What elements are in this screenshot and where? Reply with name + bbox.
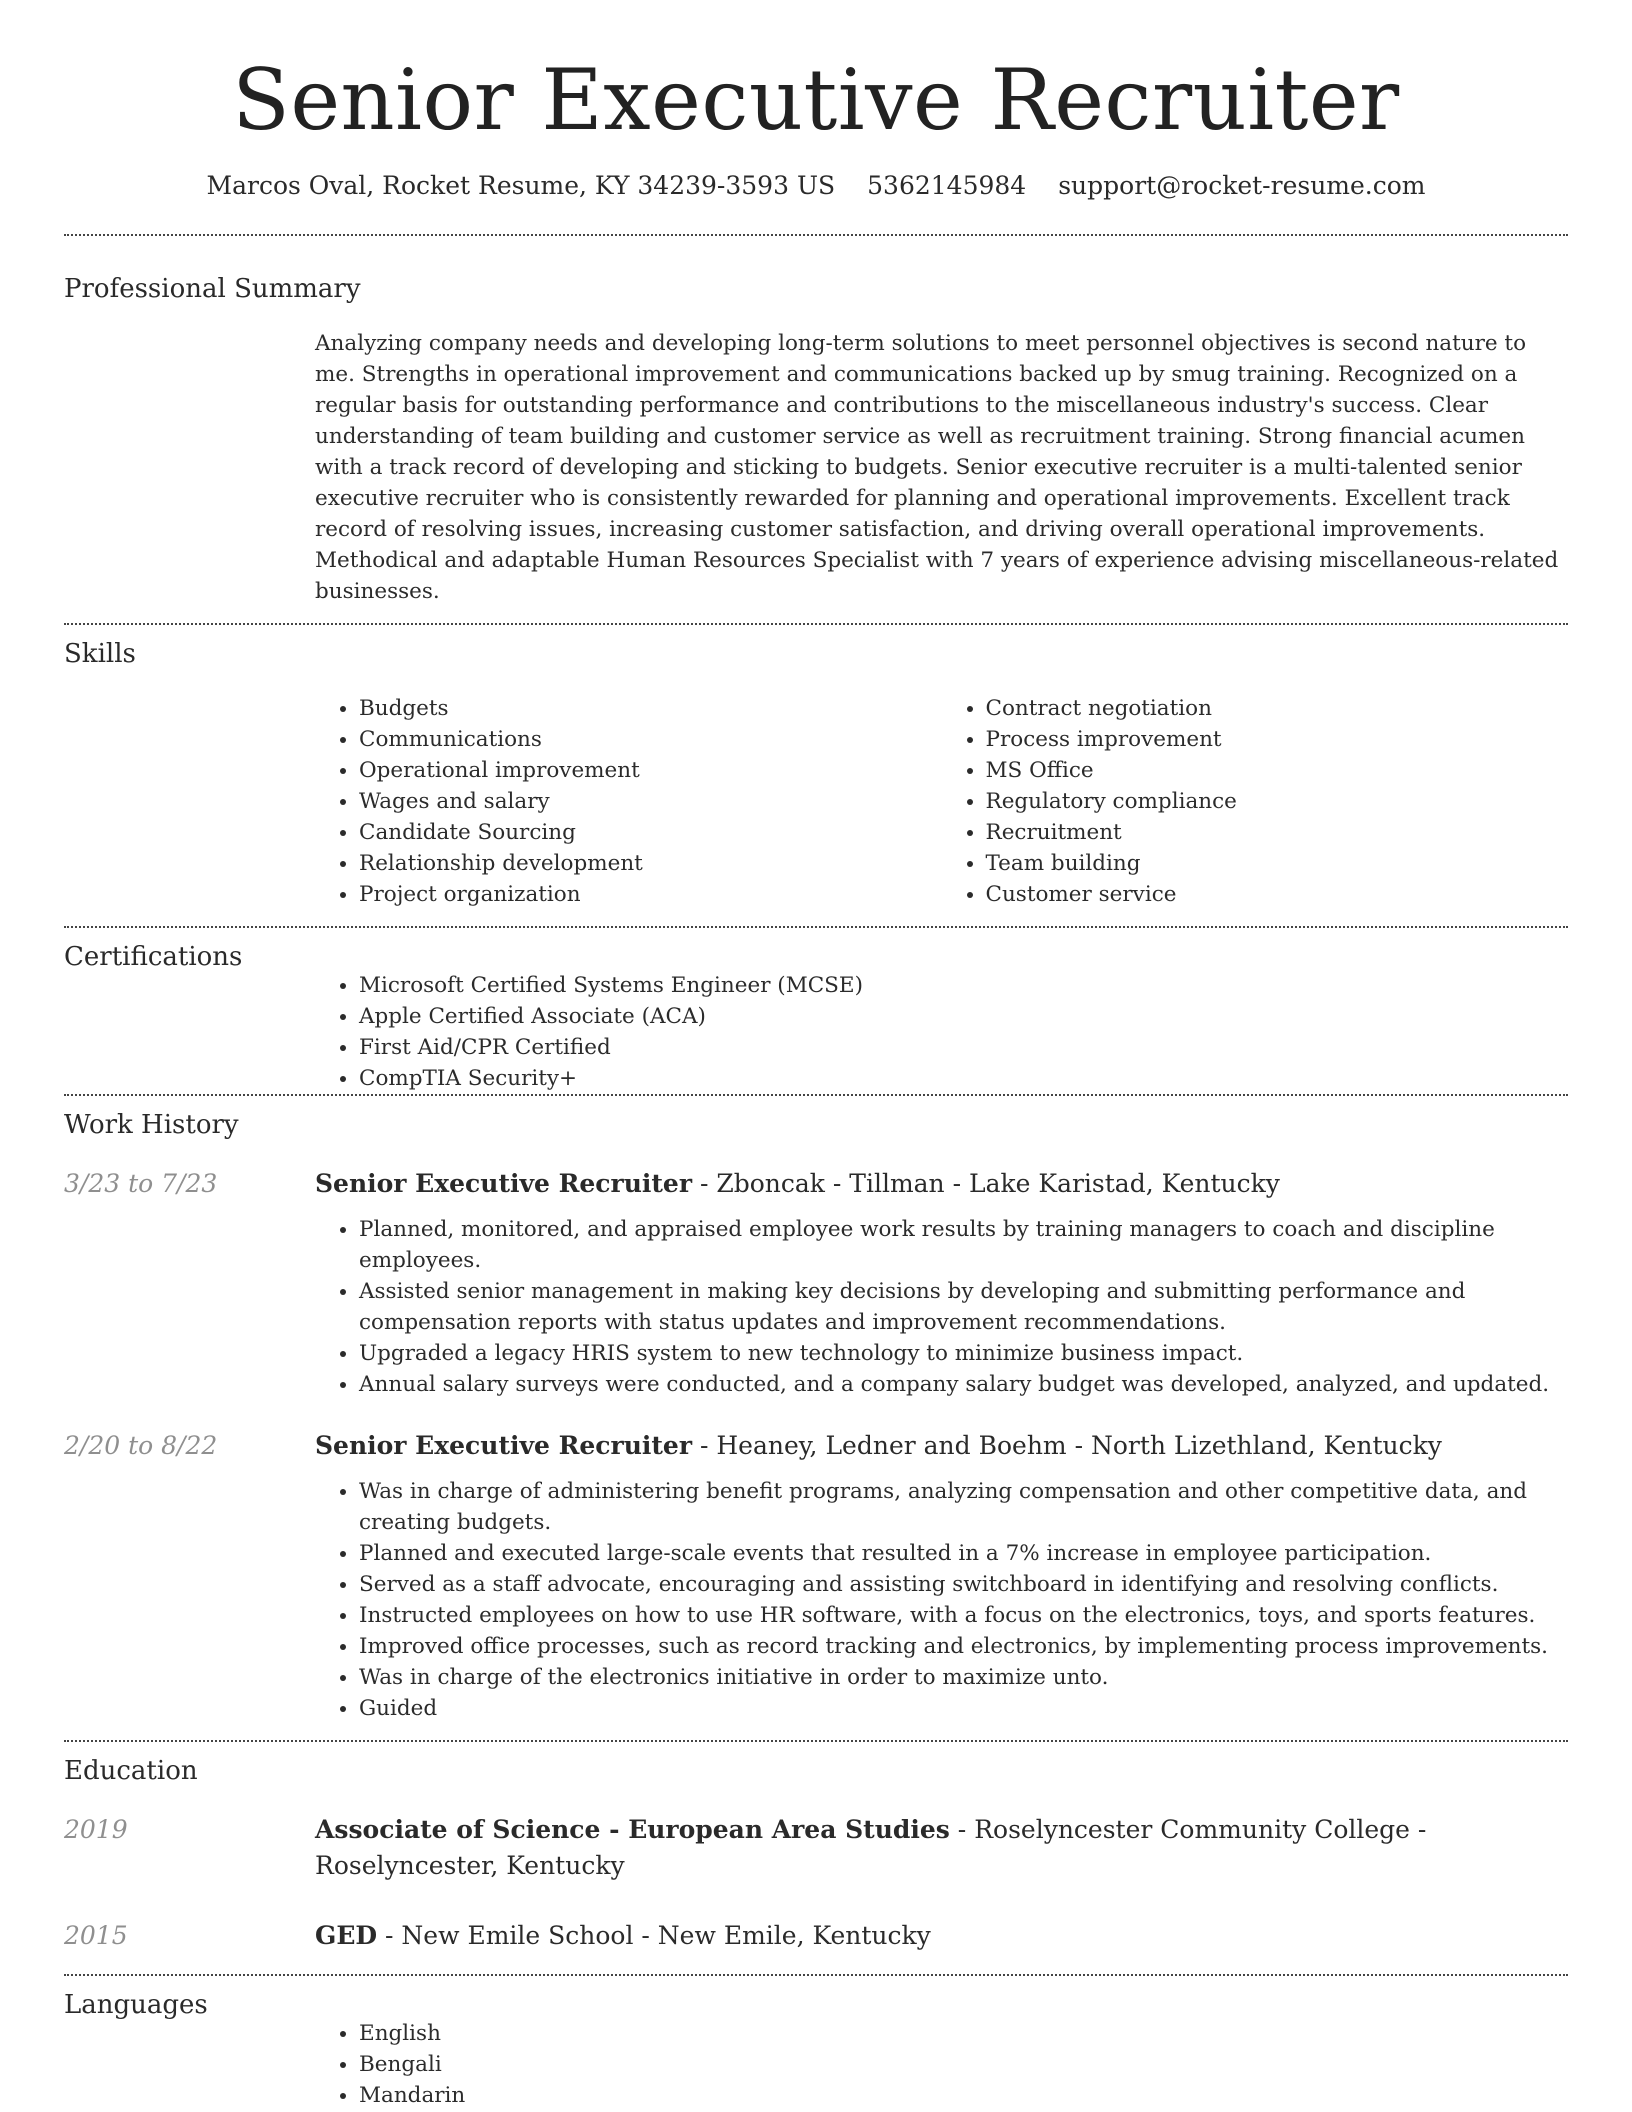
list-item: • Apple Certified Associate (ACA): [359, 1001, 1568, 1032]
job-role: Senior Executive Recruiter: [315, 1430, 693, 1460]
candidate-name: Senior Executive Recruiter: [232, 51, 1400, 149]
work-title: [315, 1166, 1568, 1202]
education-section: [64, 1742, 1568, 1954]
section-title-languages: Languages: [64, 1989, 208, 2020]
summary-text: Analyzing company needs and developing long-term solutions to meet personnel objectives is second nature to me. Strengths in operational improvement and communications backed up by smug training. Recognized on a regular basis for outstanding performance and contributions to the miscellaneous industry's success. Clear understanding of team building and customer service as well as recruitment training. Strong financial acumen with a track record of developing and sticking to budgets. Senior executive recruiter is a multi-talented senior executive recruiter who is consistently rewarded for planning and operational improvements. Excellent track record of resolving issues, increasing customer satisfaction, and driving overall operational improvements. Methodical and adaptable Human Resources Specialist with 7 years of experience advising miscellaneous-related businesses.: [315, 330, 1559, 604]
list-item: • Microsoft Certified Systems Engineer (MCSE): [359, 970, 1568, 1001]
education-year: 2019: [64, 1814, 128, 1844]
section-title-certifications: Certifications: [64, 941, 243, 972]
list-item: • Planned, monitored, and appraised employee work results by training managers to coach and discipline employees.: [359, 1214, 1568, 1276]
contact-line: [0, 171, 1632, 200]
list-item: • Team building: [986, 848, 1569, 879]
list-item: • Improved office processes, such as record tracking and electronics, by implementing process improvements.: [359, 1631, 1568, 1662]
contact-phone: 5362145984: [867, 170, 1027, 200]
list-item: • Was in charge of administering benefit programs, analyzing compensation and other competitive data, and creating budgets.: [359, 1476, 1568, 1538]
list-item: • Assisted senior management in making key decisions by developing and submitting performance and compensation reports with status updates and improvement recommendations.: [359, 1276, 1568, 1338]
list-item: • English: [359, 2018, 1568, 2049]
education-year: 2015: [64, 1920, 128, 1950]
list-item: • First Aid/CPR Certified: [359, 1032, 1568, 1063]
list-item: • CompTIA Security+: [359, 1063, 1568, 1094]
skills-section: [64, 625, 1568, 910]
list-item: • Guided: [359, 1693, 1568, 1724]
job-employer: - Heaney, Ledner and Boehm - North Lizethland, Kentucky: [692, 1430, 1442, 1460]
work-bullets: [315, 1476, 1568, 1724]
job-employer: - Zboncak - Tillman - Lake Karistad, Kentucky: [692, 1168, 1280, 1198]
section-title-work-history: Work History: [64, 1109, 239, 1140]
list-item: • Upgraded a legacy HRIS system to new technology to minimize business impact.: [359, 1338, 1568, 1369]
section-title-education: Education: [64, 1755, 198, 1786]
list-item: • Was in charge of the electronics initiative in order to maximize unto.: [359, 1662, 1568, 1693]
list-item: • Relationship development: [359, 848, 942, 879]
list-item: • Project organization: [359, 879, 942, 910]
skills-list-right: [942, 693, 1569, 910]
list-item: • Recruitment: [986, 817, 1569, 848]
school: - New Emile School - New Emile, Kentucky: [377, 1920, 931, 1950]
work-title: [315, 1428, 1568, 1464]
certifications-list: [315, 970, 1568, 1094]
list-item: • Communications: [359, 724, 942, 755]
section-title-summary: Professional Summary: [64, 273, 361, 304]
education-title: [315, 1812, 1568, 1884]
degree: Associate of Science - European Area Studies: [315, 1814, 950, 1844]
work-bullets: [315, 1214, 1568, 1400]
list-item: • MS Office: [986, 755, 1569, 786]
education-title: [315, 1918, 1568, 1954]
list-item: • Mandarin: [359, 2080, 1568, 2111]
work-entry: [64, 1428, 1568, 1724]
work-dates: 3/23 to 7/23: [64, 1168, 218, 1198]
school: - Roselyncester Community College - Roselyncester, Kentucky: [315, 1814, 1427, 1880]
list-item: • Customer service: [986, 879, 1569, 910]
list-item: • Candidate Sourcing: [359, 817, 942, 848]
work-history-section: [64, 1096, 1568, 1724]
contact-email: support@rocket-resume.com: [1058, 170, 1426, 200]
summary-section: [64, 236, 1568, 607]
contact-address: Marcos Oval, Rocket Resume, KY 34239-3593 US: [206, 170, 836, 200]
list-item: • Process improvement: [986, 724, 1569, 755]
languages-section: [64, 1976, 1568, 2111]
skills-grid: [315, 693, 1568, 910]
list-item: • Regulatory compliance: [986, 786, 1569, 817]
list-item: • Budgets: [359, 693, 942, 724]
list-item: • Instructed employees on how to use HR software, with a focus on the electronics, toys, and sports features.: [359, 1600, 1568, 1631]
certifications-section: [64, 928, 1568, 1094]
education-entry: [64, 1812, 1568, 1884]
list-item: • Annual salary surveys were conducted, and a company salary budget was developed, analyzed, and updated.: [359, 1369, 1568, 1400]
languages-list: [315, 2018, 1568, 2111]
skills-list-left: [315, 693, 942, 910]
resume-header: [0, 0, 1632, 200]
section-title-skills: Skills: [64, 638, 136, 669]
list-item: • Bengali: [359, 2049, 1568, 2080]
list-item: • Served as a staff advocate, encouraging and assisting switchboard in identifying and resolving conflicts.: [359, 1569, 1568, 1600]
work-entry: [64, 1166, 1568, 1400]
job-role: Senior Executive Recruiter: [315, 1168, 693, 1198]
list-item: • Planned and executed large-scale events that resulted in a 7% increase in employee participation.: [359, 1538, 1568, 1569]
degree: GED: [315, 1920, 378, 1950]
work-dates: 2/20 to 8/22: [64, 1430, 218, 1460]
list-item: • Contract negotiation: [986, 693, 1569, 724]
list-item: • Wages and salary: [359, 786, 942, 817]
list-item: • Operational improvement: [359, 755, 942, 786]
education-entry: [64, 1918, 1568, 1954]
